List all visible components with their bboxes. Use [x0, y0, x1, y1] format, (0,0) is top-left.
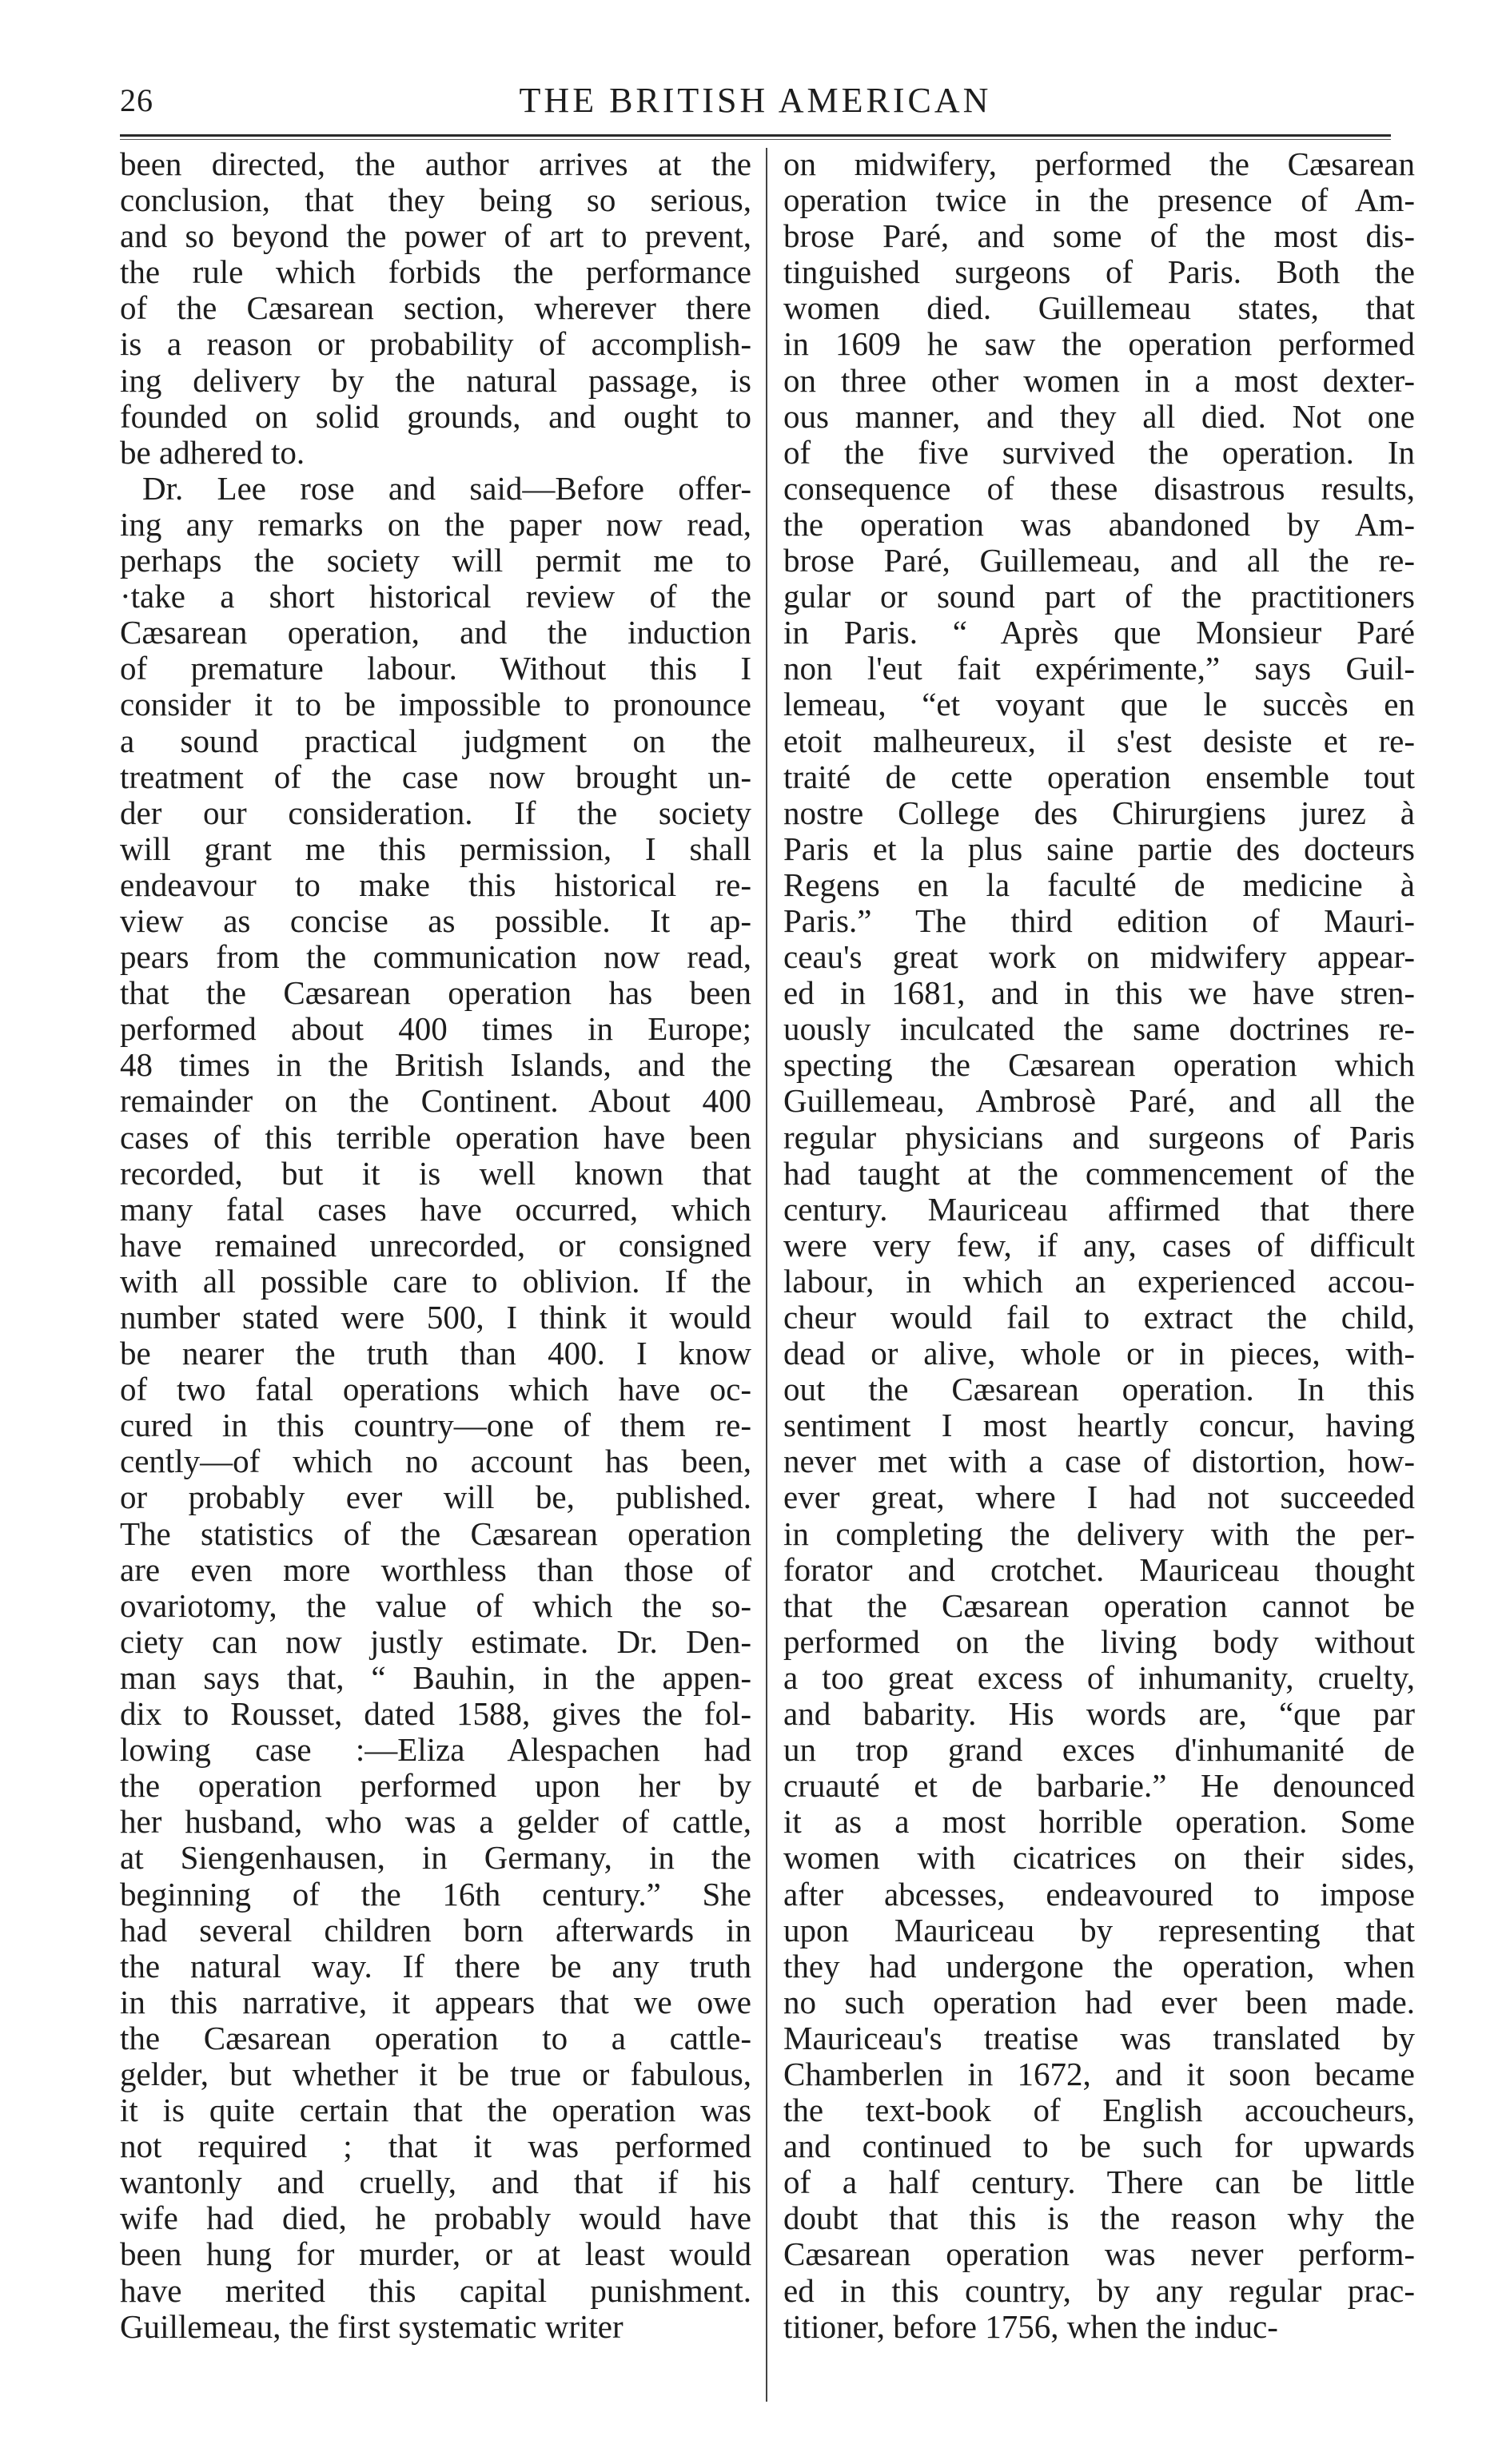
text-line: ed in 1681, and in this we have stren-	[783, 974, 1415, 1012]
text-line: ing any remarks on the paper now read,	[120, 505, 751, 543]
text-line: been hung for murder, or at least would	[120, 2235, 751, 2273]
page-header	[120, 77, 1391, 133]
text-line: century. Mauriceau affirmed that there	[783, 1190, 1415, 1228]
text-line: remainder on the Continent. About 400	[120, 1082, 751, 1120]
column-divider	[766, 148, 767, 2402]
text-line: the natural way. If there be any truth	[120, 1947, 751, 1984]
text-line: non l'eut fait expérimente,” says Guil-	[783, 650, 1415, 687]
text-line: on three other women in a most dexter-	[783, 361, 1415, 399]
text-line: that the Cæsarean operation has been	[120, 974, 751, 1012]
text-line: number stated were 500, I think it would	[120, 1299, 751, 1335]
text-line: ciety can now justly estimate. Dr. Den-	[120, 1622, 751, 1660]
text-line: beginning of the 16th century.” She	[120, 1875, 751, 1913]
text-line: with all possible care to oblivion. If the	[120, 1262, 751, 1300]
text-line: wantonly and cruelly, and that if his	[120, 2163, 751, 2201]
text-line: Guillemeau, the first systematic writer	[120, 2307, 624, 2345]
text-line: is a reason or probability of accomplish-	[120, 325, 751, 363]
text-line: had taught at the commencement of the	[783, 1154, 1415, 1192]
text-line: Regens en la faculté de medicine à	[783, 866, 1415, 903]
text-line: on midwifery, performed the Cæsarean	[783, 146, 1415, 182]
text-line: many fatal cases have occurred, which	[120, 1190, 751, 1228]
text-line: wife had died, he probably would have	[120, 2199, 751, 2237]
text-line: of the Cæsarean section, wherever there	[120, 289, 751, 327]
text-line: Mauriceau's treatise was translated by	[783, 2019, 1415, 2056]
text-line: after abcesses, endeavoured to impose	[783, 1875, 1415, 1913]
header-rule	[120, 134, 1391, 137]
text-line: operation twice in the presence of Am-	[783, 181, 1415, 219]
text-line: and continued to be such for upwards	[783, 2128, 1415, 2165]
left-column	[120, 146, 751, 2408]
text-line: pears from the communication now read,	[120, 938, 751, 976]
text-line: performed on the living body without	[783, 1622, 1415, 1660]
text-line: in completing the delivery with the per-	[783, 1515, 1415, 1552]
text-line: have merited this capital punishment.	[120, 2271, 751, 2309]
page-number: 26	[120, 82, 153, 118]
text-line: ovariotomy, the value of which the so-	[120, 1586, 751, 1624]
text-line: uously inculcated the same doctrines re-	[783, 1010, 1415, 1048]
text-line: nostre College des Chirurgiens jurez à	[783, 794, 1415, 831]
text-line: consequence of these disastrous results,	[783, 469, 1415, 507]
running-title: THE BRITISH AMERICAN	[519, 81, 992, 120]
text-line: dix to Rousset, dated 1588, gives the fol-	[120, 1695, 751, 1733]
text-line: be adhered to.	[120, 433, 305, 471]
text-line: or probably ever will be, published.	[120, 1479, 751, 1516]
text-line: perhaps the society will permit me to	[120, 542, 751, 579]
text-line: in this narrative, it appears that we owe	[120, 1983, 751, 2020]
text-line: cured in this country—one of them re-	[120, 1407, 751, 1444]
text-line: that the Cæsarean operation cannot be	[783, 1586, 1415, 1624]
text-line: brose Paré, and some of the most dis-	[783, 217, 1415, 255]
text-line: out the Cæsarean operation. In this	[783, 1371, 1415, 1408]
text-line: treatment of the case now brought un-	[120, 758, 751, 795]
text-line: ous manner, and they all died. Not one	[783, 397, 1415, 435]
text-line: traité de cette operation ensemble tout	[783, 758, 1415, 795]
text-line: man says that, “ Bauhin, in the appen-	[120, 1658, 751, 1696]
text-line: Chamberlen in 1672, and it soon became	[783, 2055, 1415, 2092]
text-line: cases of this terrible operation have been	[120, 1118, 751, 1156]
text-line: etoit malheureux, il s'est desiste et re-	[783, 722, 1415, 759]
text-line: labour, in which an experienced accou-	[783, 1262, 1415, 1300]
text-line: titioner, before 1756, when the induc-	[783, 2307, 1278, 2345]
text-line: Cæsarean operation, and the induction	[120, 614, 751, 651]
text-line: the operation performed upon her by	[120, 1767, 751, 1805]
text-line: it is quite certain that the operation was	[120, 2092, 751, 2129]
text-line: of a half century. There can be little	[783, 2163, 1415, 2201]
text-line: her husband, who was a gelder of cattle,	[120, 1803, 751, 1841]
text-line: Guillemeau, Ambrosè Paré, and all the	[783, 1082, 1415, 1120]
text-line: women died. Guillemeau states, that	[783, 289, 1415, 327]
text-line: doubt that this is the reason why the	[783, 2199, 1415, 2237]
text-line: the rule which forbids the performance	[120, 253, 751, 291]
text-line: it as a most horrible operation. Some	[783, 1803, 1415, 1841]
header-rule-thin	[120, 139, 1391, 140]
text-line: recorded, but it is well known that	[120, 1154, 751, 1192]
text-line: of the five survived the operation. In	[783, 433, 1415, 471]
text-line: Cæsarean operation was never perform-	[783, 2235, 1415, 2273]
text-line: Paris et la plus saine partie des docteurs	[783, 830, 1415, 867]
text-line: and so beyond the power of art to prevent,	[120, 217, 751, 255]
text-line: the Cæsarean operation to a cattle-	[120, 2019, 751, 2056]
text-line: and babarity. His words are, “que par	[783, 1695, 1415, 1733]
text-line: cently—of which no account has been,	[120, 1443, 751, 1480]
text-line: ing delivery by the natural passage, is	[120, 361, 751, 399]
text-line: 48 times in the British Islands, and the	[120, 1046, 751, 1084]
text-line: brose Paré, Guillemeau, and all the re-	[783, 542, 1415, 579]
text-line: in Paris. “ Après que Monsieur Paré	[783, 614, 1415, 651]
text-line: no such operation had ever been made.	[783, 1983, 1415, 2020]
text-line: consider it to be impossible to pronounce	[120, 686, 751, 723]
text-line: the operation was abandoned by Am-	[783, 505, 1415, 543]
text-line: have remained unrecorded, or consigned	[120, 1226, 751, 1264]
text-line: of premature labour. Without this I	[120, 650, 751, 687]
text-line: un trop grand exces d'inhumanité de	[783, 1731, 1415, 1769]
text-line: of two fatal operations which have oc-	[120, 1371, 751, 1408]
text-line: women with cicatrices on their sides,	[783, 1839, 1415, 1877]
text-line: cheur would fail to extract the child,	[783, 1299, 1415, 1335]
text-line: forator and crotchet. Mauriceau thought	[783, 1550, 1415, 1588]
text-line: are even more worthless than those of	[120, 1550, 751, 1588]
text-line: ed in this country, by any regular prac-	[783, 2271, 1415, 2309]
text-line: performed about 400 times in Europe;	[120, 1010, 751, 1048]
text-line: sentiment I most heartly concur, having	[783, 1407, 1415, 1444]
text-line: dead or alive, whole or in pieces, with-	[783, 1335, 1415, 1372]
text-line: never met with a case of distortion, how-	[783, 1443, 1415, 1480]
text-line: been directed, the author arrives at the	[120, 146, 751, 182]
text-line: endeavour to make this historical re-	[120, 866, 751, 903]
text-line: cruauté et de barbarie.” He denounced	[783, 1767, 1415, 1805]
text-line: gelder, but whether it be true or fabulous,	[120, 2055, 751, 2092]
text-line: the text-book of English accoucheurs,	[783, 2092, 1415, 2129]
text-line: founded on solid grounds, and ought to	[120, 397, 751, 435]
text-line: ever great, where I had not succeeded	[783, 1479, 1415, 1516]
text-line: The statistics of the Cæsarean operation	[120, 1515, 751, 1552]
text-line: der our consideration. If the society	[120, 794, 751, 831]
text-line: conclusion, that they being so serious,	[120, 181, 751, 219]
text-line: in 1609 he saw the operation performed	[783, 325, 1415, 363]
text-line: be nearer the truth than 400. I know	[120, 1335, 751, 1372]
text-line: a too great excess of inhumanity, cruelty,	[783, 1658, 1415, 1696]
text-line: had several children born afterwards in	[120, 1911, 751, 1949]
text-line: Paris.” The third edition of Mauri-	[783, 902, 1415, 939]
text-line: regular physicians and surgeons of Paris	[783, 1118, 1415, 1156]
text-line: lemeau, “et voyant que le succès en	[783, 686, 1415, 723]
text-line: ·take a short historical review of the	[120, 578, 751, 615]
right-column	[783, 146, 1415, 2408]
text-line: gular or sound part of the practitioners	[783, 578, 1415, 615]
text-line: were very few, if any, cases of difficult	[783, 1226, 1415, 1264]
text-line: lowing case :—Eliza Alespachen had	[120, 1731, 751, 1769]
text-line: tinguished surgeons of Paris. Both the	[783, 253, 1415, 291]
text-line: they had undergone the operation, when	[783, 1947, 1415, 1984]
text-line: upon Mauriceau by representing that	[783, 1911, 1415, 1949]
text-line: ceau's great work on midwifery appear-	[783, 938, 1415, 976]
text-line: not required ; that it was performed	[120, 2128, 751, 2165]
text-line: view as concise as possible. It ap-	[120, 902, 751, 939]
text-line: a sound practical judgment on the	[120, 722, 751, 759]
text-line: Dr. Lee rose and said—Before offer-	[142, 469, 751, 507]
text-line: at Siengenhausen, in Germany, in the	[120, 1839, 751, 1877]
text-line: specting the Cæsarean operation which	[783, 1046, 1415, 1084]
text-line: will grant me this permission, I shall	[120, 830, 751, 867]
